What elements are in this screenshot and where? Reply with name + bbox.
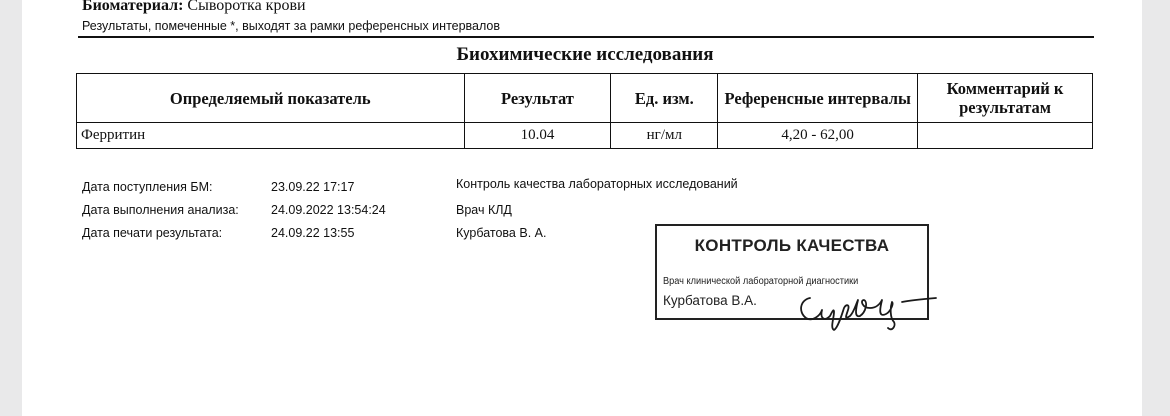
- stamp-name: Курбатова В.А.: [663, 293, 757, 308]
- cell-result: 10.04: [464, 123, 611, 149]
- stamp-title: КОНТРОЛЬ КАЧЕСТВА: [694, 236, 890, 255]
- performed-date-value: 24.09.2022 13:54:24: [271, 203, 386, 217]
- handwritten-signature: [790, 278, 940, 334]
- biomaterial-value: Сыворотка крови: [187, 0, 306, 14]
- section-title: Биохимические исследования: [456, 44, 714, 65]
- received-date-value: 23.09.22 17:17: [271, 180, 355, 194]
- column-header-unit: Ед. изм.: [611, 74, 718, 123]
- doctor-role: Врач КЛД: [456, 203, 512, 217]
- stamp-role: Врач клинической лабораторной диагностики: [663, 276, 859, 287]
- cell-unit: нг/мл: [611, 123, 718, 149]
- biomaterial-line: [82, 0, 306, 15]
- quality-control-line: Контроль качества лабораторных исследований: [456, 177, 738, 191]
- column-header-result: Результат: [464, 74, 611, 123]
- reference-note: Результаты, помеченные *, выходят за рамки референсных интервалов: [82, 19, 501, 33]
- cell-indicator: Ферритин: [77, 123, 465, 149]
- column-header-reference: Референсные интервалы: [718, 74, 918, 123]
- table-row: [77, 123, 1093, 149]
- table-header-row: [77, 74, 1093, 123]
- printed-date-label: Дата печати результата:: [82, 226, 223, 240]
- report-page: [22, 0, 1142, 416]
- divider-line: [78, 36, 1094, 38]
- column-header-indicator: Определяемый показатель: [77, 74, 465, 123]
- results-table: [76, 73, 1093, 149]
- cell-comment: [918, 123, 1093, 149]
- biomaterial-label: Биоматериал:: [82, 0, 184, 14]
- cell-reference: 4,20 - 62,00: [718, 123, 918, 149]
- column-header-comment: Комментарий к результатам: [918, 74, 1093, 123]
- printed-date-value: 24.09.22 13:55: [271, 226, 355, 240]
- doctor-name: Курбатова В. А.: [456, 226, 547, 240]
- received-date-label: Дата поступления БМ:: [82, 180, 213, 194]
- performed-date-label: Дата выполнения анализа:: [82, 203, 239, 217]
